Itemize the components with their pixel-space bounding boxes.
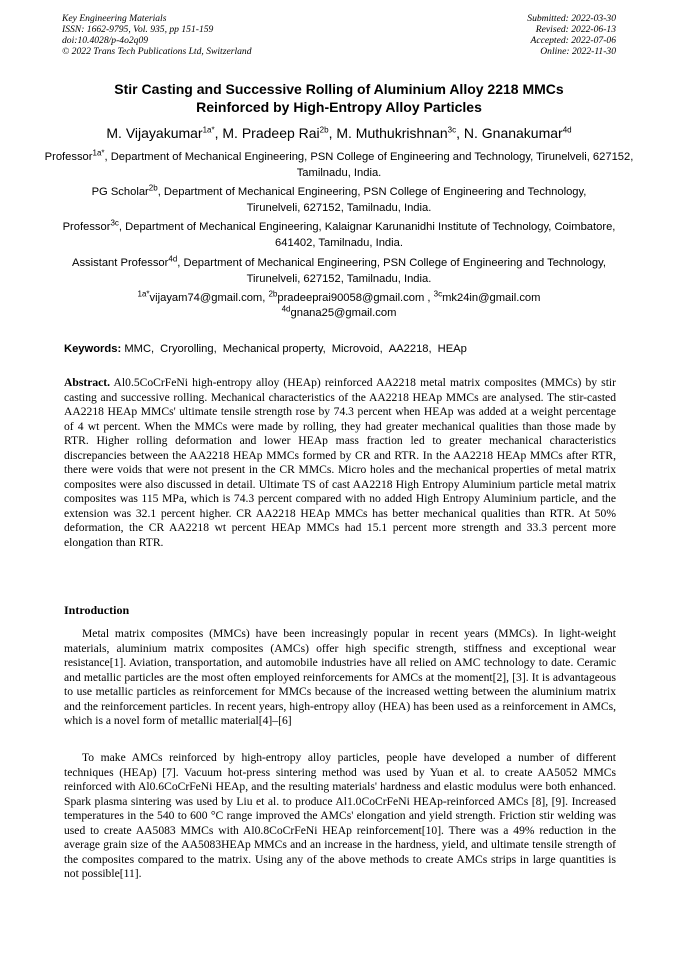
abstract — [64, 376, 616, 550]
keyword: Cryorolling, — [160, 343, 217, 355]
doi: doi:10.4028/p-4o2q09 — [62, 34, 149, 46]
author: N. Gnanakumar$^{4d}$ — [463, 125, 572, 141]
publication-dates — [527, 14, 616, 58]
affiliation: Professor$^{1a*}$, Department of Mechanical Engineering, PSN College of Engineering and Technology, Tirunelveli, 627152, Tamilnadu, India. — [44, 148, 634, 179]
paper-title — [40, 80, 638, 116]
affiliation: PG Scholar$^{2b}$, Department of Mechanical Engineering, PSN College of Engineering and Technology, Tirunelveli, 627152, Tamilnadu, India. — [91, 183, 587, 214]
title-line-1: Stir Casting and Successive Rolling of Aluminium Alloy 2218 MMCs — [114, 81, 564, 97]
keyword: AA2218, — [388, 343, 432, 355]
copyright: © 2022 Trans Tech Publications Ltd, Switzerland — [62, 45, 252, 57]
accepted-date: Accepted: 2022-07-06 — [530, 34, 616, 46]
keywords-label: Keywords: — [64, 343, 122, 355]
abstract-label: Abstract. — [64, 376, 111, 389]
submitted-date: Submitted: 2022-03-30 — [527, 13, 616, 24]
email[interactable]: $^{3c}$mk24in@gmail.com — [433, 289, 541, 304]
keywords — [64, 342, 618, 357]
email[interactable]: $^{4d}$gnana25@gmail.com — [281, 304, 397, 319]
author: M. Vijayakumar$^{1a*}$, — [106, 125, 223, 141]
online-date: Online: 2022-11-30 — [540, 45, 616, 57]
affiliation: Professor$^{3c}$, Department of Mechanical Engineering, Kalaignar Karunanidhi Institute of Technology, Coimbatore, 641402, Tamilnadu, India. — [62, 218, 616, 249]
keyword: Mechanical property, — [222, 343, 326, 355]
abstract-text: Al0.5CoCrFeNi high-entropy alloy (HEAp) reinforced AA2218 metal matrix composites (MMCs) by stir casting and successive rolling. Mechanical characteristics of the AA2218 HEAp MMCs are analysed. The stir-casted AA2218 HEAp MMCs' ultimate tensile strength rose by 74.3 percent when HEAp was added at a weight percentage of 4 wt percent. When the MMCs were made by rolling, they had greater mechanical qualities than those made by RTR. Higher rolling deformation and lower HEAp mass fraction led to greater mechanical characteristics discrepancies between the AA2218 HEAp MMCs formed by CR and RTR. In the AA2218 HEAp MMCs after RTR, there were voids that were not present in the CR MMCs. Micro holes and the mechanical properties of metal matrix composites were also discussed in detail. Ultimate TS of cast AA2218 High Entropy Aluminium particle metal matrix composites was 115 MPa, which is 74.3 percent compared with no added High Entropy Aluminium particle, and the extension was 32.1 percent higher. CR AA2218 HEAp MMCs has better mechanical qualities than RTR. At 50% deformation, the CR AA2218 wt percent HEAp MMCs had 15.1 percent more strength and 33.3 percent more elongation than RTR. — [64, 376, 616, 549]
revised-date: Revised: 2022-06-13 — [535, 23, 616, 35]
author: M. Pradeep Rai$^{2b}$, — [222, 125, 337, 141]
keyword: MMC, — [124, 343, 155, 355]
issn: ISSN: 1662-9795, Vol. 935, pp 151-159 — [62, 23, 214, 35]
title-line-2: Reinforced by High-Entropy Alloy Particles — [196, 99, 482, 115]
journal-info — [62, 14, 252, 58]
journal-name: Key Engineering Materials — [62, 13, 167, 24]
keyword: HEAp — [437, 343, 467, 355]
email[interactable]: $^{1a*}$vijayam74@gmail.com — [137, 289, 263, 304]
keyword: Microvoid, — [331, 343, 383, 355]
author: M. Muthukrishnan$^{3c}$, — [336, 125, 464, 141]
author-list — [30, 124, 648, 142]
affiliation: Assistant Professor$^{4d}$, Department of Mechanical Engineering, PSN College of Engineering and Technology, Tirunelveli, 627152, Tamilnadu, India. — [72, 254, 606, 285]
paragraph: To make AMCs reinforced by high-entropy alloy particles, people have developed a number of different techniques (HEAp) [7]. Vacuum hot-press sintering method was used by Yuan et al. to create AA5052 MMCs reinforced with Al0.6CoCrFeNi HEAp, and the resulting materials' hardness and elastic modulus were both enhanced. Spark plasma sintering was used by Liu et al. to produce Al1.0CoCrFeNi HEAp-reinforced AMCs [8], [9]. Increased temperatures in the 540 to 600 °C range improved the AMCs' elongation and yield strength. Friction stir welding was used to create AA5083 MMCs with Al0.8CoCrFeNi HEAp reinforcement[10]. There was a 49% reduction in the average grain size of the AA5083HEAp MMCs and an increase in the hardness, yield, and ultimate tensile strength of the composites compared to the matrix. Using any of the above methods to create AMCs strips in large quantities is not possible[11]. — [64, 751, 616, 880]
email[interactable]: $^{2b}$pradeeprai90058@gmail.com — [268, 289, 425, 304]
email-list: $^{1a*}$vijayam74@gmail.com, $^{2b}$pradeeprai90058@gmail.com , $^{3c}$mk24in@gmail.com $^{4d}$gnana25@gmail.com — [137, 289, 541, 319]
page-header — [62, 14, 616, 58]
paragraph: Metal matrix composites (MMCs) have been increasingly popular in recent years (MMCs). In light-weight materials, aluminium matrix composites (AMCs) offer high specific strength, stiffness and exceptional wear resistance[1]. Aviation, transportation, and automobile industries have all relied on AMC technology to date. Ceramic and metallic particles are the most often employed reinforcements for AMCs at the moment[2], [3]. It is advantageous to use metallic particles as reinforcement for MMCs because of the increased wetting between the aluminium matrix and the reinforcement particles. In recent years, high-entropy alloy (HEA) has been used as a reinforcement in AMCs, which is a novel form of metallic material[4]–[6] — [64, 627, 616, 727]
section-heading: Introduction — [64, 603, 130, 617]
